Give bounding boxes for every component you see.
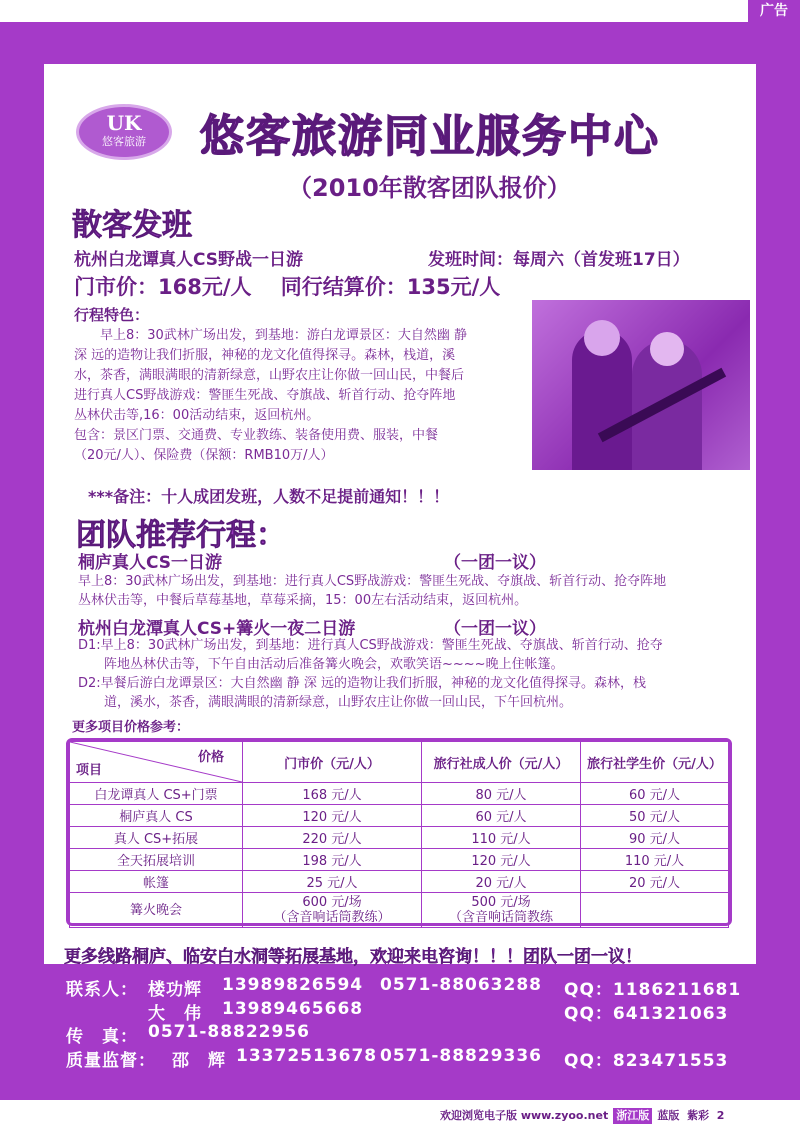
student-cell: 50 元/人	[581, 805, 729, 827]
more-prices-label: 更多项目价格参考：	[72, 720, 190, 735]
item-cell: 帐篷	[70, 871, 243, 893]
retail-cell: 220 元/人	[243, 827, 422, 849]
table-row	[70, 783, 729, 805]
tour2-tag: （一团一议）	[444, 619, 546, 639]
tour2-line: D2:早餐后游白龙谭景区：大自然幽 静 深 远的造物让我们折服，神秘的龙文化值得探寻。森林，栈	[78, 676, 647, 691]
adult-cell: 60 元/人	[422, 805, 581, 827]
contact-label: 联系人：	[66, 980, 138, 1000]
price-table	[66, 738, 732, 926]
scatter-note: ***备注：十人成团发班，人数不足提前通知！！！	[88, 487, 450, 506]
contact-name: 大 伟	[148, 1004, 202, 1024]
header-retail: 门市价（元/人）	[243, 742, 422, 783]
contact-qq: QQ：1186211681	[564, 980, 742, 1000]
retail-cell: 198 元/人	[243, 849, 422, 871]
tour2-line: D1:早上8：30武林广场出发，到基地：进行真人CS野战游戏：警匪生死战、夺旗战、斩首行动、抢夺	[78, 638, 663, 653]
adult-cell: 120 元/人	[422, 849, 581, 871]
table-row	[70, 849, 729, 871]
supervise-name: 邵 辉	[172, 1051, 226, 1071]
retail-cell: 168 元/人	[243, 783, 422, 805]
item-cell: 真人 CS+拓展	[70, 827, 243, 849]
student-cell: 20 元/人	[581, 871, 729, 893]
adult-note: （含音响话筒教练	[448, 910, 553, 925]
table-row	[70, 827, 729, 849]
features-text	[74, 326, 524, 466]
supervise-mobile: 13372513678	[236, 1046, 378, 1066]
adult-cell: 20 元/人	[422, 871, 581, 893]
header-adult: 旅行社成人价（元/人）	[422, 742, 581, 783]
fax-label: 传 真：	[66, 1027, 138, 1047]
tour2-name: 杭州白龙潭真人CS+篝火一夜二日游	[78, 619, 356, 639]
includes-line: （20元/人）、保险费（保额：RMB10万/人）	[74, 448, 334, 463]
retail-cell	[243, 893, 422, 928]
adult-price: 500 元/场	[471, 895, 531, 910]
supervise-qq: QQ：823471553	[564, 1051, 729, 1071]
contact-name: 楼功辉	[148, 980, 202, 1000]
table-row	[70, 871, 729, 893]
corner-price-label: 价格	[197, 750, 224, 765]
logo-mark: UK	[106, 111, 142, 135]
item-cell: 全天拓展培训	[70, 849, 243, 871]
company-logo	[76, 104, 172, 160]
table-row	[70, 805, 729, 827]
page-title: 悠客旅游同业服务中心	[200, 111, 660, 162]
scatter-heading: 散客发班	[72, 208, 192, 243]
student-cell: 60 元/人	[581, 783, 729, 805]
features-line: 深 远的造物让我们折服，神秘的龙文化值得探寻。森林，栈道，溪	[74, 348, 456, 363]
footer-bar	[440, 1108, 760, 1124]
ad-tag: 广告	[748, 0, 800, 22]
student-cell: 110 元/人	[581, 849, 729, 871]
contact-phone: 0571-88063288	[380, 975, 542, 995]
tour1-tag: （一团一议）	[444, 553, 546, 573]
retail-note: （含音响话筒教练）	[273, 910, 391, 925]
scatter-price-line: 门市价：168元/人 同行结算价：135元/人	[74, 275, 501, 299]
cs-players-photo	[532, 300, 750, 470]
features-line: 进行真人CS野战游戏：警匪生死战、夺旗战、斩首行动、抢夺阵地	[74, 388, 456, 403]
table-row	[70, 893, 729, 928]
tour2-line: 道，溪水，茶香，满眼满眼的清新绿意，山野农庄让你做一回山民，下午回杭州。	[78, 695, 573, 710]
header-student: 旅行社学生价（元/人）	[581, 742, 729, 783]
contact-mobile: 13989465668	[222, 999, 364, 1019]
page-subtitle: （2010年散客团队报价）	[288, 174, 571, 202]
retail-cell: 25 元/人	[243, 871, 422, 893]
adult-cell: 110 元/人	[422, 827, 581, 849]
tour1-text	[78, 572, 738, 610]
item-cell: 篝火晚会	[70, 893, 243, 928]
student-cell: 90 元/人	[581, 827, 729, 849]
footer-prefix: 欢迎浏览电子版 www.zyoo.net	[440, 1109, 609, 1122]
features-line: 水，茶香，满眼满眼的清新绿意，山野农庄让你做一回山民，中餐后	[74, 368, 465, 383]
slogan: 更多线路桐庐、临安白水洞等拓展基地，欢迎来电咨询！！！团队一团一议！	[64, 947, 642, 967]
logo-name: 悠客旅游	[102, 135, 146, 148]
corner-item-label: 项目	[76, 763, 103, 778]
scatter-tour-name: 杭州白龙谭真人CS野战一日游	[74, 250, 304, 270]
tour2-line: 阵地丛林伏击等，下午自由活动后准备篝火晚会，欢歌笑语~~~~晚上住帐篷。	[78, 657, 564, 672]
features-line: 早上8：30武林广场出发，到基地：游白龙谭景区：大自然幽 静	[74, 328, 467, 343]
footer-edition: 浙江版	[613, 1108, 652, 1124]
adult-cell: 80 元/人	[422, 783, 581, 805]
item-cell: 桐庐真人 CS	[70, 805, 243, 827]
student-cell	[581, 893, 729, 928]
footer-suffix: 蓝版 紫彩 2	[657, 1109, 725, 1122]
features-line: 丛林伏击等,16：00活动结束，返回杭州。	[74, 408, 320, 423]
tour1-line: 早上8：30武林广场出发，到基地：进行真人CS野战游戏：警匪生死战、夺旗战、斩首行动、抢夺阵地	[78, 574, 667, 589]
scatter-departure: 发班时间：每周六（首发班17日）	[428, 250, 690, 270]
adult-cell	[422, 893, 581, 928]
fax-number: 0571-88822956	[148, 1022, 310, 1042]
retail-price: 600 元/场	[302, 895, 362, 910]
supervise-phone: 0571-88829336	[380, 1046, 542, 1066]
tour1-name: 桐庐真人CS一日游	[78, 553, 223, 573]
tour2-text	[78, 636, 738, 712]
supervise-label: 质量监督：	[66, 1051, 156, 1071]
contact-qq: QQ：641321063	[564, 1004, 729, 1024]
tour1-line: 丛林伏击等，中餐后草莓基地，草莓采摘，15：00左右活动结束，返回杭州。	[78, 593, 528, 608]
features-label: 行程特色：	[74, 306, 150, 324]
item-cell: 白龙谭真人 CS+门票	[70, 783, 243, 805]
includes-line: 包含：景区门票、交通费、专业教练、装备使用费、服装，中餐	[74, 428, 439, 443]
contact-mobile: 13989826594	[222, 975, 364, 995]
table-corner-cell	[70, 742, 243, 783]
retail-cell: 120 元/人	[243, 805, 422, 827]
team-heading: 团队推荐行程：	[76, 518, 286, 553]
